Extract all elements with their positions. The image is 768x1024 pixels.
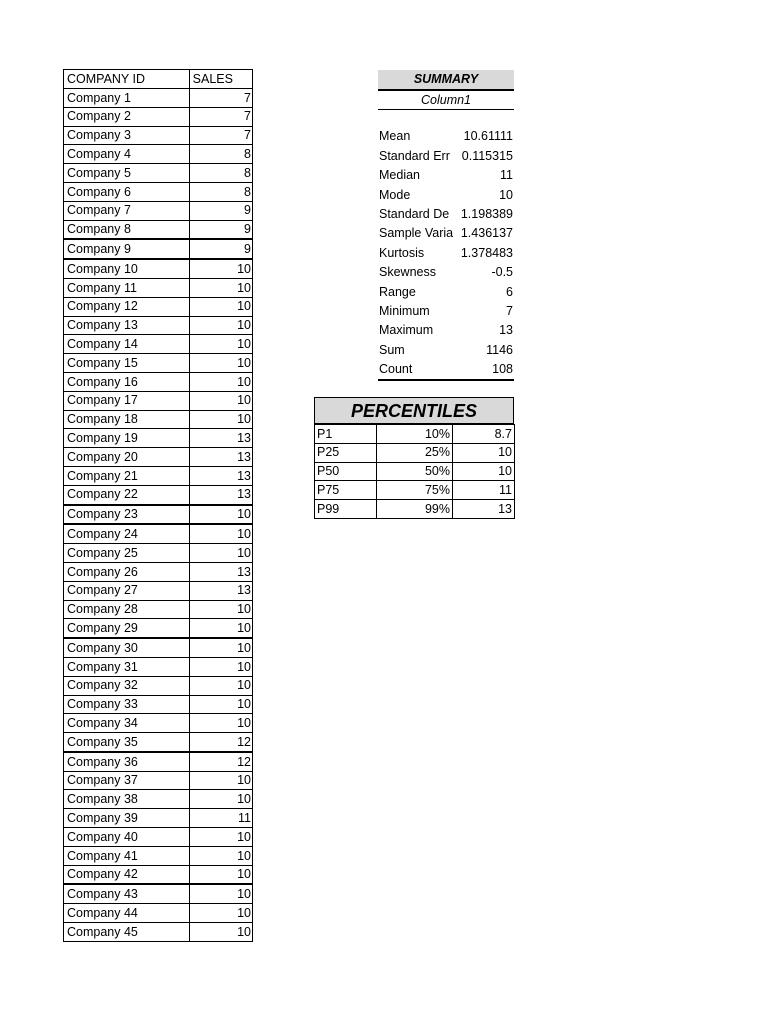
summary-row [378, 224, 514, 243]
table-row [64, 316, 253, 335]
company-id-cell[interactable]: Company 11 [64, 278, 190, 297]
percentile-value[interactable]: 13 [453, 500, 515, 519]
table-row [64, 466, 253, 485]
company-id-cell[interactable]: Company 5 [64, 164, 190, 183]
company-id-cell[interactable]: Company 15 [64, 354, 190, 373]
sales-cell[interactable]: 13 [189, 429, 252, 448]
summary-stats-table [378, 127, 514, 381]
summary-stat-value[interactable]: 13 [499, 323, 513, 338]
company-id-cell[interactable]: Company 32 [64, 676, 190, 695]
percentile-label[interactable]: P1 [315, 425, 377, 444]
table-row [64, 790, 253, 809]
summary-stat-value[interactable]: 7 [506, 303, 513, 318]
company-id-cell[interactable]: Company 17 [64, 391, 190, 410]
summary-stat-value[interactable]: 1.198389 [460, 207, 513, 221]
table-header-row [64, 70, 253, 89]
company-id-cell[interactable]: Company 16 [64, 372, 190, 391]
sales-cell[interactable]: 8 [189, 182, 252, 201]
sales-cell[interactable]: 10 [189, 638, 252, 657]
percentile-value[interactable]: 11 [453, 481, 515, 500]
table-row [64, 145, 253, 164]
sales-cell[interactable]: 10 [189, 259, 252, 278]
percentile-row [315, 462, 515, 481]
sales-cell[interactable]: 13 [189, 466, 252, 485]
company-id-cell[interactable]: Company 45 [64, 923, 190, 942]
table-row [64, 695, 253, 714]
summary-row [378, 360, 514, 380]
sales-cell[interactable]: 10 [189, 316, 252, 335]
percentiles-block [314, 397, 514, 519]
summary-row [378, 185, 514, 204]
company-id-cell[interactable]: Company 30 [64, 638, 190, 657]
sales-cell[interactable]: 12 [189, 733, 252, 752]
summary-stat-label[interactable]: Minimum [379, 303, 430, 318]
sales-cell[interactable]: 8 [189, 164, 252, 183]
sales-cell[interactable]: 9 [189, 220, 252, 239]
percentile-label[interactable]: P75 [315, 481, 377, 500]
company-id-cell[interactable]: Company 43 [64, 884, 190, 903]
summary-stat-value[interactable]: -0.5 [491, 265, 513, 280]
summary-stat-label[interactable]: Sum [379, 342, 405, 357]
table-row [64, 485, 253, 504]
summary-title[interactable]: SUMMARY [378, 70, 514, 91]
table-row [64, 923, 253, 942]
company-id-cell[interactable]: Company 33 [64, 695, 190, 714]
sales-cell[interactable]: 10 [189, 904, 252, 923]
percentile-rank[interactable]: 75% [377, 481, 453, 500]
sales-cell[interactable]: 10 [189, 828, 252, 847]
summary-stat-label[interactable]: Mean [379, 129, 411, 144]
sales-cell[interactable]: 10 [189, 278, 252, 297]
company-id-cell[interactable]: Company 14 [64, 335, 190, 354]
header-company-id[interactable]: COMPANY ID [64, 70, 190, 89]
table-row [64, 220, 253, 239]
percentile-rank[interactable]: 50% [377, 462, 453, 481]
percentile-value[interactable]: 8.7 [453, 425, 515, 444]
sales-cell[interactable]: 12 [189, 752, 252, 771]
company-id-cell[interactable]: Company 35 [64, 733, 190, 752]
company-id-cell[interactable]: Company 7 [64, 201, 190, 220]
table-row [64, 752, 253, 771]
company-id-cell[interactable]: Company 22 [64, 485, 190, 504]
sales-cell[interactable]: 9 [189, 239, 252, 259]
sales-cell[interactable]: 10 [189, 657, 252, 676]
percentile-label[interactable]: P50 [315, 462, 377, 481]
sales-cell[interactable]: 10 [189, 846, 252, 865]
company-id-cell[interactable]: Company 40 [64, 828, 190, 847]
percentile-rank[interactable]: 10% [377, 425, 453, 444]
table-row [64, 846, 253, 865]
sales-cell[interactable]: 10 [189, 884, 252, 903]
company-id-cell[interactable]: Company 12 [64, 297, 190, 316]
percentiles-table [314, 424, 515, 519]
summary-stat-value[interactable]: 1.378483 [460, 245, 513, 260]
summary-stat-label[interactable]: Sample Varia [379, 226, 454, 241]
summary-row [378, 302, 514, 321]
company-id-cell[interactable]: Company 10 [64, 259, 190, 278]
table-row [64, 904, 253, 923]
summary-row [378, 340, 514, 359]
table-row [64, 335, 253, 354]
summary-stat-label[interactable]: Standard Err [379, 148, 450, 163]
company-id-cell[interactable]: Company 34 [64, 714, 190, 733]
summary-stat-value[interactable]: 1146 [486, 342, 513, 357]
company-id-cell[interactable]: Company 6 [64, 182, 190, 201]
sales-cell[interactable]: 10 [189, 714, 252, 733]
summary-row [378, 146, 514, 165]
table-row [64, 126, 253, 145]
table-row [64, 259, 253, 278]
company-id-cell[interactable]: Company 31 [64, 657, 190, 676]
percentile-row [315, 425, 515, 444]
company-id-cell[interactable]: Company 37 [64, 771, 190, 790]
summary-stat-label[interactable]: Standard De [379, 207, 450, 221]
table-row [64, 391, 253, 410]
table-row [64, 828, 253, 847]
company-id-cell[interactable]: Company 29 [64, 619, 190, 638]
summary-row [378, 243, 514, 262]
company-id-cell[interactable]: Company 3 [64, 126, 190, 145]
table-row [64, 410, 253, 429]
company-id-cell[interactable]: Company 13 [64, 316, 190, 335]
percentile-row [315, 481, 515, 500]
percentile-value[interactable]: 10 [453, 462, 515, 481]
company-id-cell[interactable]: Company 21 [64, 466, 190, 485]
table-row [64, 638, 253, 657]
company-id-cell[interactable]: Company 44 [64, 904, 190, 923]
table-row [64, 619, 253, 638]
sales-cell[interactable]: 10 [189, 354, 252, 373]
table-row [64, 657, 253, 676]
sales-cell[interactable]: 10 [189, 771, 252, 790]
table-row [64, 107, 253, 126]
percentile-rank[interactable]: 99% [377, 500, 453, 519]
summary-stat-value[interactable]: 6 [506, 284, 513, 299]
summary-stat-value[interactable]: 108 [456, 360, 514, 380]
summary-row [378, 205, 514, 224]
sales-cell[interactable]: 10 [189, 923, 252, 942]
table-row [64, 865, 253, 884]
table-row [64, 562, 253, 581]
summary-stat-value[interactable]: 1.436137 [460, 226, 513, 241]
summary-stat-label[interactable]: Mode [379, 187, 411, 202]
table-row [64, 354, 253, 373]
summary-stat-label[interactable]: Kurtosis [379, 245, 425, 260]
sales-cell[interactable]: 10 [189, 372, 252, 391]
summary-row [378, 166, 514, 185]
table-row [64, 182, 253, 201]
sales-cell[interactable]: 10 [189, 676, 252, 695]
summary-stat-label[interactable]: Count [378, 360, 456, 380]
sales-cell[interactable]: 13 [189, 562, 252, 581]
table-row [64, 884, 253, 903]
sales-cell[interactable]: 10 [189, 619, 252, 638]
sales-cell[interactable]: 9 [189, 201, 252, 220]
table-row [64, 714, 253, 733]
sales-cell[interactable]: 8 [189, 145, 252, 164]
company-id-cell[interactable]: Company 2 [64, 107, 190, 126]
company-id-cell[interactable]: Company 36 [64, 752, 190, 771]
sales-cell[interactable]: 11 [189, 809, 252, 828]
summary-row [378, 321, 514, 340]
table-row [64, 676, 253, 695]
sales-cell[interactable]: 7 [189, 107, 252, 126]
table-row [64, 544, 253, 563]
company-id-cell[interactable]: Company 18 [64, 410, 190, 429]
percentile-label[interactable]: P25 [315, 443, 377, 462]
sales-cell[interactable]: 10 [189, 695, 252, 714]
company-id-cell[interactable]: Company 8 [64, 220, 190, 239]
table-row [64, 297, 253, 316]
sales-cell[interactable]: 10 [189, 410, 252, 429]
table-row [64, 239, 253, 259]
percentile-row [315, 500, 515, 519]
company-id-cell[interactable]: Company 25 [64, 544, 190, 563]
sales-cell[interactable]: 13 [189, 448, 252, 467]
table-row [64, 771, 253, 790]
sales-cell[interactable]: 10 [189, 505, 252, 525]
summary-stat-label[interactable]: Median [379, 168, 420, 183]
summary-stat-value[interactable]: 0.115315 [461, 148, 513, 163]
company-id-cell[interactable]: Company 1 [64, 89, 190, 108]
company-id-cell[interactable]: Company 26 [64, 562, 190, 581]
table-row [64, 600, 253, 619]
company-id-cell[interactable]: Company 41 [64, 846, 190, 865]
table-row [64, 733, 253, 752]
company-id-cell[interactable]: Company 4 [64, 145, 190, 164]
company-id-cell[interactable]: Company 23 [64, 505, 190, 525]
company-id-cell[interactable]: Company 27 [64, 581, 190, 600]
sales-cell[interactable]: 10 [189, 391, 252, 410]
summary-row [378, 127, 514, 146]
company-id-cell[interactable]: Company 20 [64, 448, 190, 467]
table-row [64, 524, 253, 543]
summary-row [378, 263, 514, 282]
summary-stat-label[interactable]: Skewness [379, 265, 436, 280]
company-id-cell[interactable]: Company 19 [64, 429, 190, 448]
percentile-value[interactable]: 10 [453, 443, 515, 462]
summary-stat-label[interactable]: Maximum [379, 323, 434, 338]
sales-cell[interactable]: 10 [189, 297, 252, 316]
percentiles-title[interactable]: PERCENTILES [314, 397, 514, 424]
table-row [64, 448, 253, 467]
percentile-row [315, 443, 515, 462]
table-row [64, 89, 253, 108]
header-sales[interactable]: SALES [189, 70, 252, 89]
percentile-rank[interactable]: 25% [377, 443, 453, 462]
table-row [64, 505, 253, 525]
table-row [64, 809, 253, 828]
table-row [64, 581, 253, 600]
table-row [64, 429, 253, 448]
sales-cell[interactable]: 7 [189, 126, 252, 145]
company-id-cell[interactable]: Company 39 [64, 809, 190, 828]
sales-cell[interactable]: 7 [189, 89, 252, 108]
summary-column-label[interactable]: Column1 [378, 91, 514, 110]
sales-cell[interactable]: 10 [189, 524, 252, 543]
table-row [64, 201, 253, 220]
company-id-cell[interactable]: Company 28 [64, 600, 190, 619]
summary-stat-value[interactable]: 10.61111 [463, 129, 513, 144]
table-row [64, 372, 253, 391]
summary-block [378, 70, 514, 381]
sales-cell[interactable]: 13 [189, 485, 252, 504]
table-row [64, 164, 253, 183]
sales-cell[interactable]: 10 [189, 600, 252, 619]
sales-cell[interactable]: 10 [189, 865, 252, 884]
sales-table [63, 69, 253, 942]
company-id-cell[interactable]: Company 24 [64, 524, 190, 543]
company-id-cell[interactable]: Company 38 [64, 790, 190, 809]
table-row [64, 278, 253, 297]
company-id-cell[interactable]: Company 42 [64, 865, 190, 884]
summary-stat-value[interactable]: 11 [500, 168, 513, 183]
sales-cell[interactable]: 10 [189, 544, 252, 563]
sales-cell[interactable]: 13 [189, 581, 252, 600]
summary-stat-label[interactable]: Range [379, 284, 416, 299]
sales-cell[interactable]: 10 [189, 335, 252, 354]
company-id-cell[interactable]: Company 9 [64, 239, 190, 259]
sales-cell[interactable]: 10 [189, 790, 252, 809]
percentile-label[interactable]: P99 [315, 500, 377, 519]
summary-stat-value[interactable]: 10 [499, 187, 513, 202]
summary-row [378, 282, 514, 301]
